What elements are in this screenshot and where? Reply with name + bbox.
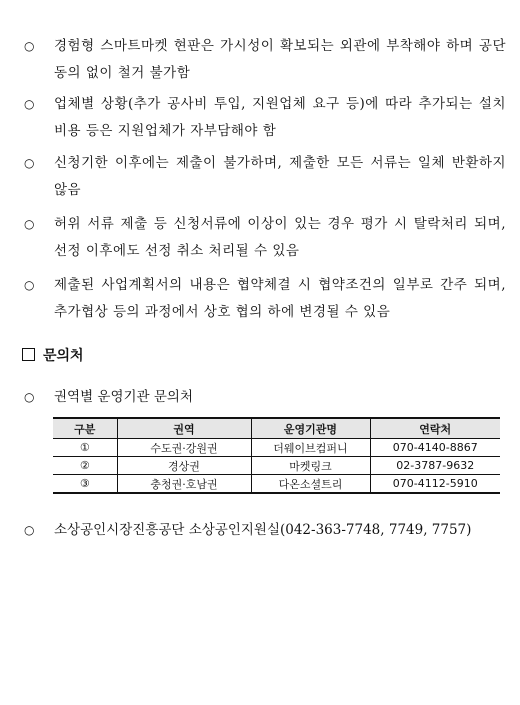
header-operator: 운영기관명 bbox=[251, 418, 370, 439]
bullet-item bbox=[24, 150, 506, 204]
bullet-mark: ○ bbox=[24, 390, 35, 404]
bullet-mark: ○ bbox=[24, 523, 35, 537]
bullet-item bbox=[24, 91, 506, 145]
cell-category: ② bbox=[53, 457, 117, 475]
bullet-item bbox=[24, 211, 506, 265]
cell-category: ③ bbox=[53, 475, 117, 494]
table-row bbox=[53, 475, 500, 494]
section-title: 문의처 bbox=[43, 348, 84, 364]
bullet-mark: ○ bbox=[24, 156, 35, 170]
cell-operator: 더웨이브컴퍼니 bbox=[251, 439, 370, 457]
bullet-text: 업체별 상황(추가 공사비 투입, 지원업체 요구 등)에 따라 추가되는 설치비용 등은 지원업체가 자부담해야 함 bbox=[54, 96, 506, 139]
header-category: 구분 bbox=[53, 418, 117, 439]
bullet-mark: ○ bbox=[24, 97, 35, 111]
bullet-mark: ○ bbox=[24, 39, 35, 53]
table-row bbox=[53, 457, 500, 475]
cell-region: 수도권·강원권 bbox=[117, 439, 251, 457]
section-header bbox=[22, 345, 84, 365]
header-contact: 연락처 bbox=[370, 418, 500, 439]
bullet-text: 제출된 사업계획서의 내용은 협약체결 시 협약조건의 일부로 간주 되며, 추가협상 등의 과정에서 상호 협의 하에 변경될 수 있음 bbox=[54, 277, 506, 320]
footer-item bbox=[24, 518, 471, 538]
bullet-mark: ○ bbox=[24, 278, 35, 292]
cell-category: ① bbox=[53, 439, 117, 457]
cell-operator: 마켓링크 bbox=[251, 457, 370, 475]
bullet-item bbox=[24, 33, 506, 87]
checkbox-square-icon bbox=[22, 348, 35, 361]
bullet-text: 경험형 스마트마켓 현판은 가시성이 확보되는 외관에 부착해야 하며 공단 동의 없이 철거 불가함 bbox=[54, 38, 506, 81]
bullet-item bbox=[24, 272, 506, 326]
bullet-text: 허위 서류 제출 등 신청서류에 이상이 있는 경우 평가 시 탈락처리 되며, 선정 이후에도 선정 취소 처리될 수 있음 bbox=[54, 216, 506, 259]
cell-region: 충청권·호남권 bbox=[117, 475, 251, 494]
footer-text: 소상공인시장진흥공단 소상공인지원실(042-363-7748, 7749, 7757) bbox=[54, 522, 472, 538]
bullet-text: 신청기한 이후에는 제출이 불가하며, 제출한 모든 서류는 일체 반환하지 않음 bbox=[54, 155, 506, 198]
table-row bbox=[53, 439, 500, 457]
cell-operator: 다온소셜트리 bbox=[251, 475, 370, 494]
bullet-mark: ○ bbox=[24, 217, 35, 231]
cell-contact: 070-4112-5910 bbox=[370, 475, 500, 494]
contacts-table bbox=[53, 417, 500, 494]
table-header-row bbox=[53, 418, 500, 439]
header-region: 권역 bbox=[117, 418, 251, 439]
cell-contact: 02-3787-9632 bbox=[370, 457, 500, 475]
cell-region: 경상권 bbox=[117, 457, 251, 475]
cell-contact: 070-4140-8867 bbox=[370, 439, 500, 457]
sub-item-text: 권역별 운영기관 문의처 bbox=[54, 389, 193, 405]
sub-item bbox=[24, 385, 193, 405]
